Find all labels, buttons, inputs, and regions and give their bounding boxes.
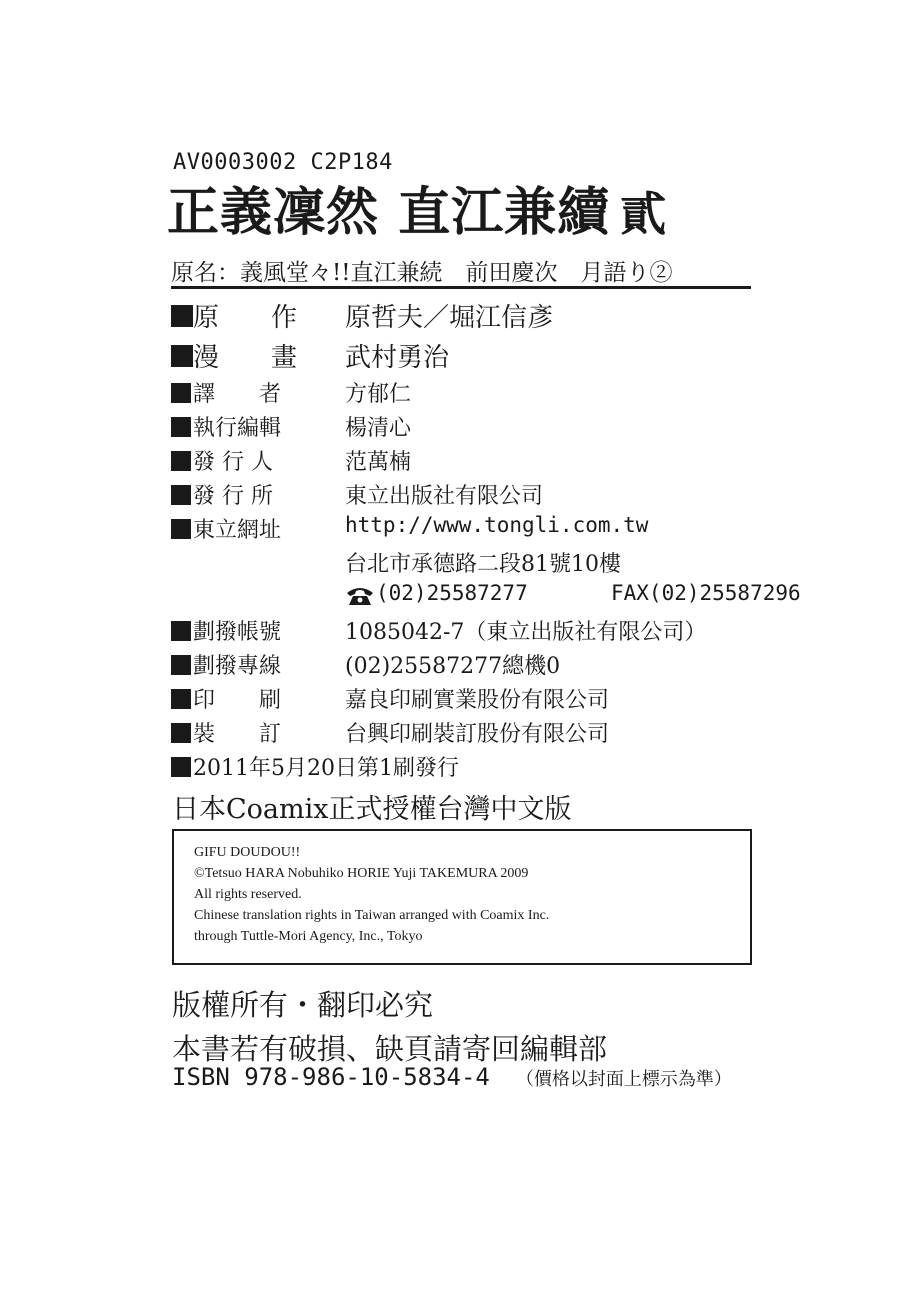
credits-list (171, 297, 811, 785)
credit-label: 發 行 人 (193, 450, 273, 475)
isbn-number: ISBN 978-986-10-5834-4 (172, 1063, 490, 1091)
credit-value: 台興印刷裝訂股份有限公司 (345, 722, 610, 747)
rights-notice (172, 983, 607, 1071)
credit-value: 嘉良印刷實業股份有限公司 (345, 688, 610, 713)
credit-row-postal-account (171, 615, 811, 649)
copyright-line: GIFU DOUDOU!! (194, 845, 301, 860)
credit-label: 原 作 (193, 303, 298, 333)
credit-row-artist (171, 337, 811, 377)
copyright-box (172, 829, 752, 965)
credit-value: 范萬楠 (345, 450, 412, 475)
divider (171, 286, 751, 289)
credit-row-author (171, 297, 811, 337)
square-bullet-icon (171, 723, 191, 743)
rights-reserved-text: 版權所有・翻印必究 (172, 988, 434, 1022)
print-date: 2011年5月20日第1刷發行 (193, 756, 459, 781)
credit-label: 劃撥帳號 (193, 620, 282, 645)
product-code: AV0003002 C2P184 (173, 150, 393, 175)
damage-return-text: 本書若有破損、缺頁請寄回編輯部 (172, 1032, 608, 1066)
credit-value: 原哲夫／堀江信彥 (345, 303, 554, 333)
credit-row-publisher (171, 479, 811, 513)
website-url: http://www.tongli.com.tw (345, 513, 649, 537)
credit-value: 東立出版社有限公司 (345, 484, 544, 509)
license-statement: 日本Coamix正式授權台灣中文版 (172, 794, 572, 825)
book-title-text: 正義凜然 直江兼續 (167, 182, 611, 243)
telephone-icon (345, 585, 375, 607)
volume-number: 貳 (620, 187, 668, 241)
credit-row-postal-line (171, 649, 811, 683)
print-date-row (171, 751, 811, 785)
credit-value: 1085042-7（東立出版社有限公司） (345, 620, 707, 645)
square-bullet-icon (171, 621, 191, 641)
phone-row (171, 581, 811, 615)
square-bullet-icon (171, 655, 191, 675)
credit-value: (02)25587277總機0 (345, 654, 561, 679)
telephone-number: (02)25587277 (376, 581, 528, 605)
fax-number: FAX(02)25587296 (611, 581, 801, 605)
copyright-line: ©Tetsuo HARA Nobuhiko HORIE Yuji TAKEMURA 2009 (194, 866, 529, 881)
credit-row-translator (171, 377, 811, 411)
square-bullet-icon (171, 345, 193, 367)
credit-row-binding (171, 717, 811, 751)
credit-value: 武村勇治 (345, 343, 450, 373)
price-note: （價格以封面上標示為準） (515, 1069, 732, 1090)
address-row (171, 547, 811, 581)
square-bullet-icon (171, 757, 191, 777)
address: 台北市承德路二段81號10樓 (345, 552, 621, 577)
credit-label: 發 行 所 (193, 484, 273, 509)
credit-label: 東立網址 (193, 518, 282, 543)
isbn-line (172, 1063, 732, 1091)
credit-label: 漫 畫 (193, 343, 298, 373)
square-bullet-icon (171, 485, 191, 505)
credit-value: 方郁仁 (345, 382, 412, 407)
square-bullet-icon (171, 689, 191, 709)
copyright-line: All rights reserved. (194, 887, 302, 902)
credit-value: 楊清心 (345, 416, 412, 441)
square-bullet-icon (171, 519, 191, 539)
credit-label: 劃撥專線 (193, 654, 282, 679)
copyright-line: through Tuttle-Mori Agency, Inc., Tokyo (194, 929, 423, 944)
credit-label: 執行編輯 (193, 416, 282, 441)
book-title (167, 182, 667, 245)
original-title: 原名：義風堂々!!直江兼続 前田慶次 月語り② (171, 260, 673, 286)
square-bullet-icon (171, 305, 193, 327)
credit-label: 譯 者 (193, 382, 282, 407)
copyright-line: Chinese translation rights in Taiwan arranged with Coamix Inc. (194, 908, 550, 923)
square-bullet-icon (171, 417, 191, 437)
credit-row-editor (171, 411, 811, 445)
credit-label: 裝 訂 (193, 722, 282, 747)
square-bullet-icon (171, 451, 191, 471)
square-bullet-icon (171, 383, 191, 403)
credit-row-website (171, 513, 811, 547)
credit-row-printing (171, 683, 811, 717)
credit-row-publisher-person (171, 445, 811, 479)
credit-label: 印 刷 (193, 688, 282, 713)
